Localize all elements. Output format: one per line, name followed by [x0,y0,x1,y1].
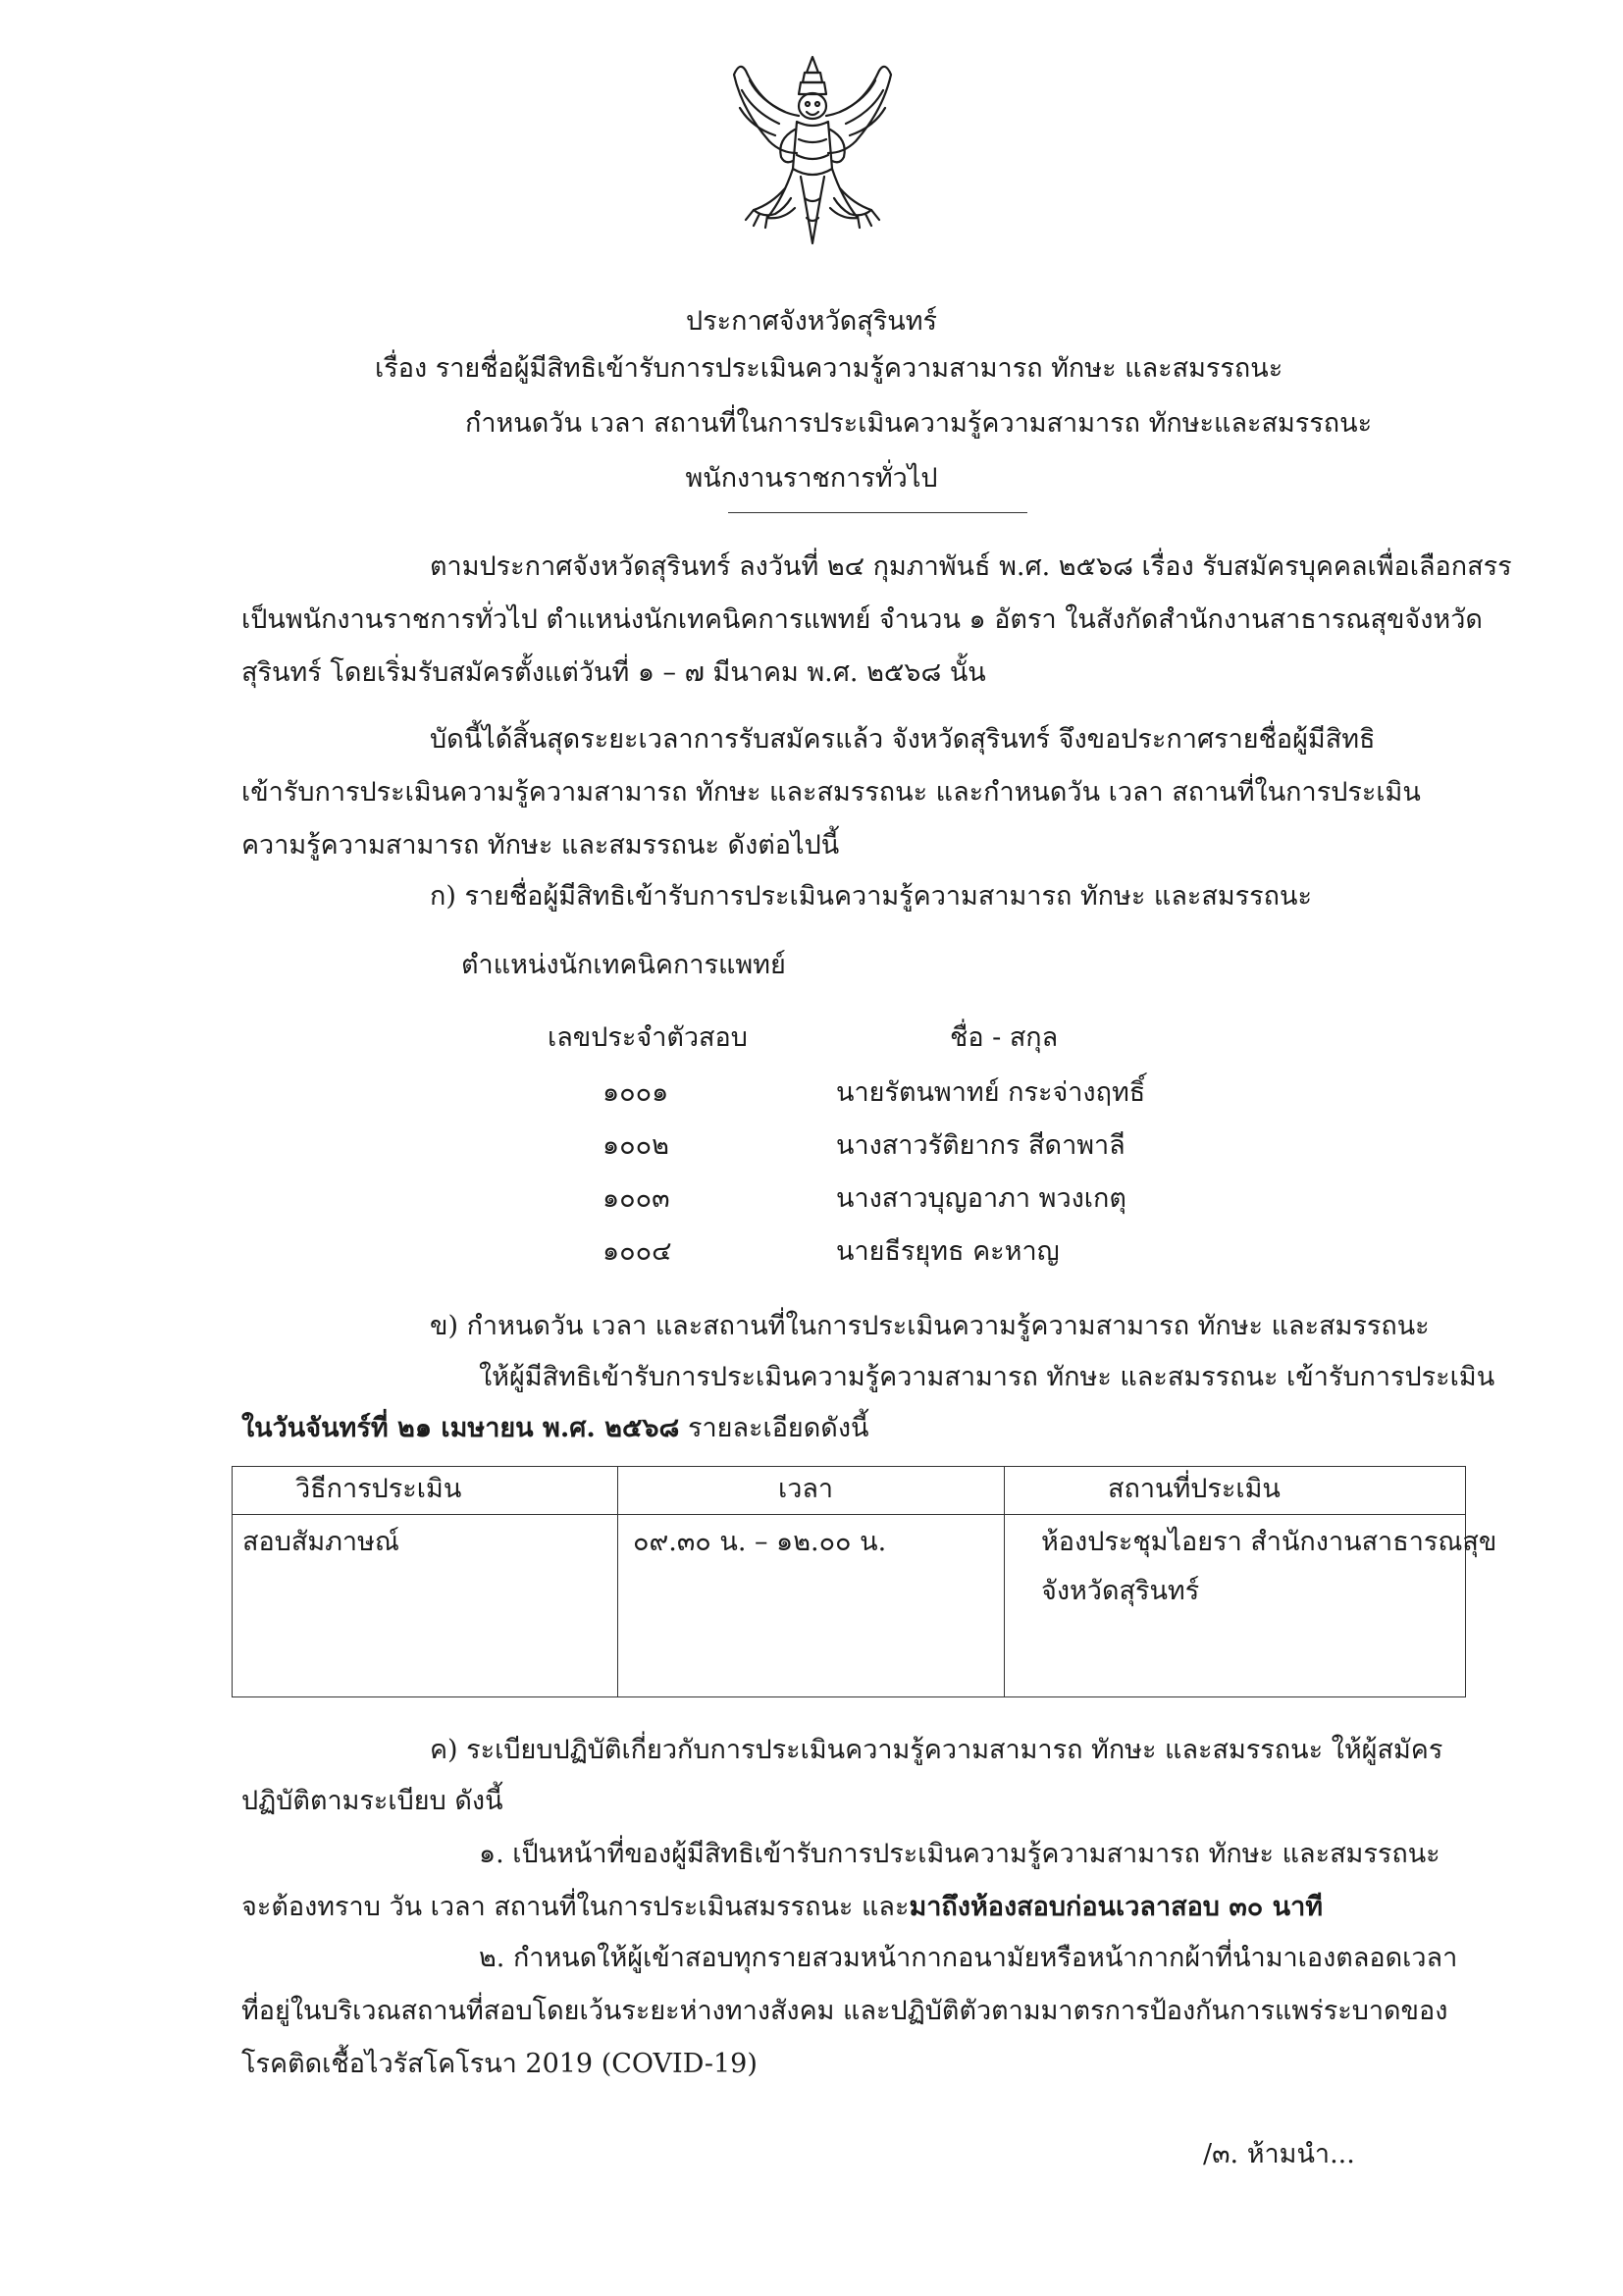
candidate-id: ๑๐๐๑ [602,1077,669,1108]
candidate-name: นายรัตนพาทย์ กระจ่างฤทธิ์ [836,1077,1146,1108]
rule-1-line2 [241,1890,1323,1925]
rule-1-line1: ๑. เป็นหน้าที่ของผู้มีสิทธิเข้ารับการประเมินความรู้ความสามารถ ทักษะ และสมรรถนะ [479,1839,1440,1869]
section-c-heading-line1: ค) ระเบียบปฏิบัติเกี่ยวกับการประเมินความรู้ความสามารถ ทักษะ และสมรรถนะ ให้ผู้สมัคร [430,1735,1443,1765]
candidate-name: นางสาวรัติยากร สีดาพาลี [836,1130,1126,1161]
header-divider [728,512,1027,513]
assessment-schedule-table [232,1466,1497,1697]
table-header-place: สถานที่ประเมิน [1108,1474,1281,1504]
section-b-line1: ให้ผู้มีสิทธิเข้ารับการประเมินความรู้ความสามารถ ทักษะ และสมรรถนะ เข้ารับการประเมิน [479,1362,1495,1392]
subject-line-2: กำหนดวัน เวลา สถานที่ในการประเมินความรู้ความสามารถ ทักษะและสมรรถนะ [465,408,1373,439]
table-cell-place-line2: จังหวัดสุรินทร์ [1041,1576,1200,1606]
section-c-heading-line2: ปฏิบัติตามระเบียบ ดังนี้ [241,1786,503,1816]
table-divider [1004,1467,1005,1696]
candidate-name: นายธีรยุทธ คะหาญ [836,1236,1060,1267]
garuda-emblem-icon [724,51,901,257]
candidate-name: นางสาวบุญอาภา พวงเกตุ [836,1183,1126,1214]
column-header-name: ชื่อ - สกุล [950,1022,1059,1053]
intro-p1-line3: สุรินทร์ โดยเริ่มรับสมัครตั้งแต่วันที่ ๑ – ๗ มีนาคม พ.ศ. ๒๕๖๘ นั้น [241,657,986,688]
intro-p2-line3: ความรู้ความสามารถ ทักษะ และสมรรถนะ ดังต่อไปนี้ [241,830,840,861]
page-continuation: /๓. ห้ามนำ... [1203,2139,1355,2169]
section-a-heading: ก) รายชื่อผู้มีสิทธิเข้ารับการประเมินความรู้ความสามารถ ทักษะ และสมรรถนะ [430,881,1312,912]
candidate-id: ๑๐๐๓ [602,1183,670,1214]
rule-2-line2: ที่อยู่ในบริเวณสถานที่สอบโดยเว้นระยะห่างทางสังคม และปฏิบัติตัวตามมาตรการป้องกันการแพร่ระบาดของ [241,1996,1448,2026]
intro-p1-line1: ตามประกาศจังหวัดสุรินทร์ ลงวันที่ ๒๔ กุมภาพันธ์ พ.ศ. ๒๕๖๘ เรื่อง รับสมัครบุคคลเพื่อเลือกสรร [430,551,1512,582]
table-cell-time: ๐๙.๓๐ น. – ๑๒.๐๐ น. [633,1527,887,1557]
rule-2-line1: ๒. กำหนดให้ผู้เข้าสอบทุกรายสวมหน้ากากอนามัยหรือหน้ากากผ้าที่นำมาเองตลอดเวลา [479,1943,1458,1973]
candidate-id: ๑๐๐๒ [602,1130,669,1161]
rule-1-emphasis: มาถึงห้องสอบก่อนเวลาสอบ ๓๐ นาที [909,1892,1324,1922]
candidate-id: ๑๐๐๔ [602,1236,672,1267]
position-title: ตำแหน่งนักเทคนิคการแพทย์ [461,950,786,980]
announcement-title: ประกาศจังหวัดสุรินทร์ [685,306,938,337]
section-b-heading: ข) กำหนดวัน เวลา และสถานที่ในการประเมินความรู้ความสามารถ ทักษะ และสมรรถนะ [430,1311,1430,1341]
intro-p2-line2: เข้ารับการประเมินความรู้ความสามารถ ทักษะ และสมรรถนะ และกำหนดวัน เวลา สถานที่ในการประเมิน [241,777,1421,808]
subject-line-1: เรื่อง รายชื่อผู้มีสิทธิเข้ารับการประเมินความรู้ความสามารถ ทักษะ และสมรรถนะ [375,353,1283,384]
rule-2-line3: โรคติดเชื้อไวรัสโคโรนา 2019 (COVID-19) [241,2049,758,2079]
assessment-date: ในวันจันทร์ที่ ๒๑ เมษายน พ.ศ. ๒๕๖๘ [241,1413,680,1443]
assessment-date-suffix: รายละเอียดดังนี้ [679,1413,869,1443]
table-header-method: วิธีการประเมิน [295,1474,462,1504]
intro-p1-line2: เป็นพนักงานราชการทั่วไป ตำแหน่งนักเทคนิคการแพทย์ จำนวน ๑ อัตรา ในสังกัดสำนักงานสาธารณสุขจังหวัด [241,604,1483,635]
table-divider [617,1467,618,1696]
table-header-divider [233,1514,1465,1515]
table-cell-place-line1: ห้องประชุมไอยรา สำนักงานสาธารณสุข [1041,1527,1497,1557]
table-cell-method: สอบสัมภาษณ์ [242,1527,399,1557]
rule-1-text: จะต้องทราบ วัน เวลา สถานที่ในการประเมินสมรรถนะ และ [241,1892,910,1922]
table-header-time: เวลา [778,1474,834,1504]
column-header-exam-id: เลขประจำตัวสอบ [548,1022,748,1053]
subject-line-3: พนักงานราชการทั่วไป [685,463,938,494]
intro-p2-line1: บัดนี้ได้สิ้นสุดระยะเวลาการรับสมัครแล้ว จังหวัดสุรินทร์ จึงขอประกาศรายชื่อผู้มีสิทธิ [430,724,1376,755]
section-b-date-line [241,1411,868,1446]
